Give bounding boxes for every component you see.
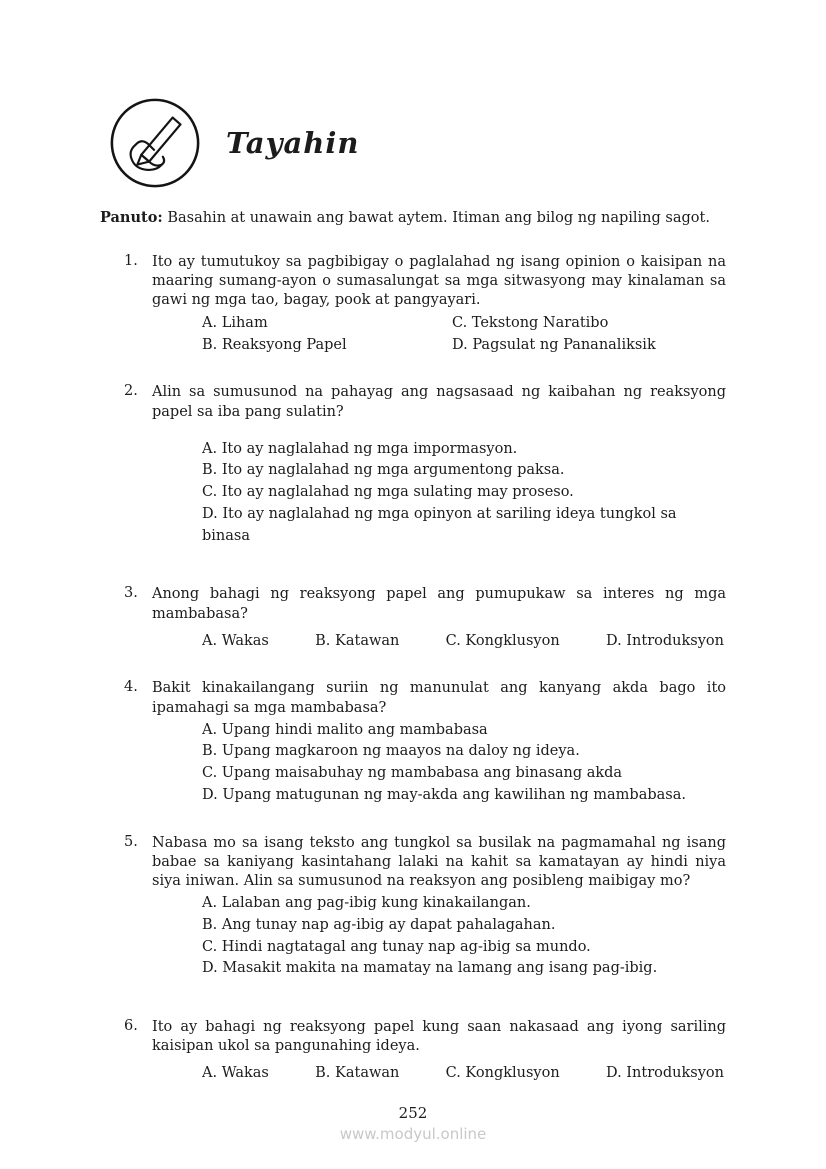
question-number: 4. — [124, 679, 138, 696]
choice-b: B. Reaksyong Papel — [202, 336, 347, 353]
question-6 — [124, 1018, 726, 1085]
choice-d: D. Introduksyon — [605, 1065, 724, 1082]
page-title: Tayahin — [226, 126, 360, 160]
choice-b: B. Katawan — [315, 632, 400, 649]
choice-a: A. Wakas — [202, 1065, 269, 1082]
choice-a: A. Lalaban ang pag-ibig kung kinakailangan. — [202, 895, 531, 912]
question-text: Anong bahagi ng reaksyong papel ang pumupukaw sa interes ng mga mambabasa? — [152, 586, 726, 622]
choice-c: C. Kongklusyon — [445, 632, 560, 649]
question-text: Alin sa sumusunod na pahayag ang nagsasaad ng kaibahan ng reaksyong papel sa iba pang sulatin? — [152, 384, 726, 420]
instructions — [100, 208, 726, 229]
choice-c: C. Upang maisabuhay ng mambabasa ang binasang akda — [202, 765, 623, 782]
header — [106, 94, 726, 192]
choices — [152, 313, 726, 357]
question-text: Nabasa mo sa isang teksto ang tungkol sa busilak na pagmamahal ng isang babae sa kaniyang kasintahang lalaki na kahit sa kamatayan ay hindi niya siya iniwan. Alin sa sumusunod na reaksyon ang posibleng maibigay mo? — [152, 834, 726, 889]
instructions-text: Basahin at unawain ang bawat aytem. Itiman ang bilog ng napiling sagot. — [167, 210, 710, 226]
question-5 — [124, 834, 726, 980]
question-number: 1. — [124, 252, 138, 269]
choice-d: D. Upang matugunan ng may-akda ang kawilihan ng mambabasa. — [202, 786, 686, 803]
choice-c: C. Ito ay naglalahad ng mga sulating may proseso. — [202, 484, 574, 501]
choice-b: B. Ito ay naglalahad ng mga argumentong paksa. — [202, 462, 565, 479]
choices — [152, 631, 726, 653]
choices — [152, 720, 726, 807]
question-3 — [124, 585, 726, 652]
choice-a: A. Liham — [202, 314, 268, 331]
watermark: www.modyul.online — [339, 1125, 487, 1143]
question-2 — [124, 383, 726, 547]
choice-b: B. Upang magkaroon ng maayos na daloy ng ideya. — [202, 743, 580, 760]
question-number: 5. — [124, 833, 138, 850]
choices — [152, 1063, 726, 1085]
choice-d: D. Introduksyon — [605, 632, 724, 649]
question-4 — [124, 679, 726, 806]
question-text: Bakit kinakailangang suriin ng manunulat ang kanyang akda bago ito ipamahagi sa mga mambabasa? — [152, 680, 726, 716]
question-text: Ito ay tumutukoy sa pagbibigay o paglalahad ng isang opinion o kaisipan na maaring sumang-ayon o sumasalungat sa mga sitwasyong may kinalaman sa gawi ng mga tao, bagay, pook at pangyayari. — [152, 253, 726, 308]
question-number: 6. — [124, 1018, 138, 1035]
choice-c: C. Kongklusyon — [445, 1065, 560, 1082]
question-number: 3. — [124, 585, 138, 602]
choice-d: D. Pagsulat ng Pananaliksik — [452, 336, 656, 353]
instructions-label: Panuto: — [100, 209, 163, 226]
choice-a: A. Ito ay naglalahad ng mga impormasyon. — [202, 440, 518, 457]
choice-a: A. Upang hindi malito ang mambabasa — [202, 721, 488, 738]
page-number: 252 — [398, 1104, 428, 1122]
choice-b: B. Katawan — [315, 1065, 400, 1082]
choices — [152, 893, 726, 980]
question-list — [100, 253, 726, 1086]
choice-a: A. Wakas — [202, 632, 269, 649]
question-text: Ito ay bahagi ng reaksyong papel kung saan nakasaad ang iyong sariling kaisipan ukol sa pangunahing ideya. — [152, 1019, 726, 1055]
page-footer — [0, 1104, 826, 1143]
writing-hand-icon — [106, 94, 204, 192]
question-number: 2. — [124, 383, 138, 400]
question-1 — [124, 253, 726, 357]
choice-c: C. Hindi nagtatagal ang tunay nap ag-ibig sa mundo. — [202, 938, 591, 955]
choice-b: B. Ang tunay nap ag-ibig ay dapat pahalagahan. — [202, 916, 556, 933]
choices — [152, 439, 726, 548]
choice-c: C. Tekstong Naratibo — [452, 314, 609, 331]
choice-d: D. Masakit makita na mamatay na lamang ang isang pag-ibig. — [202, 960, 658, 977]
choice-d: D. Ito ay naglalahad ng mga opinyon at sariling ideya tungkol sa binasa — [202, 505, 677, 544]
